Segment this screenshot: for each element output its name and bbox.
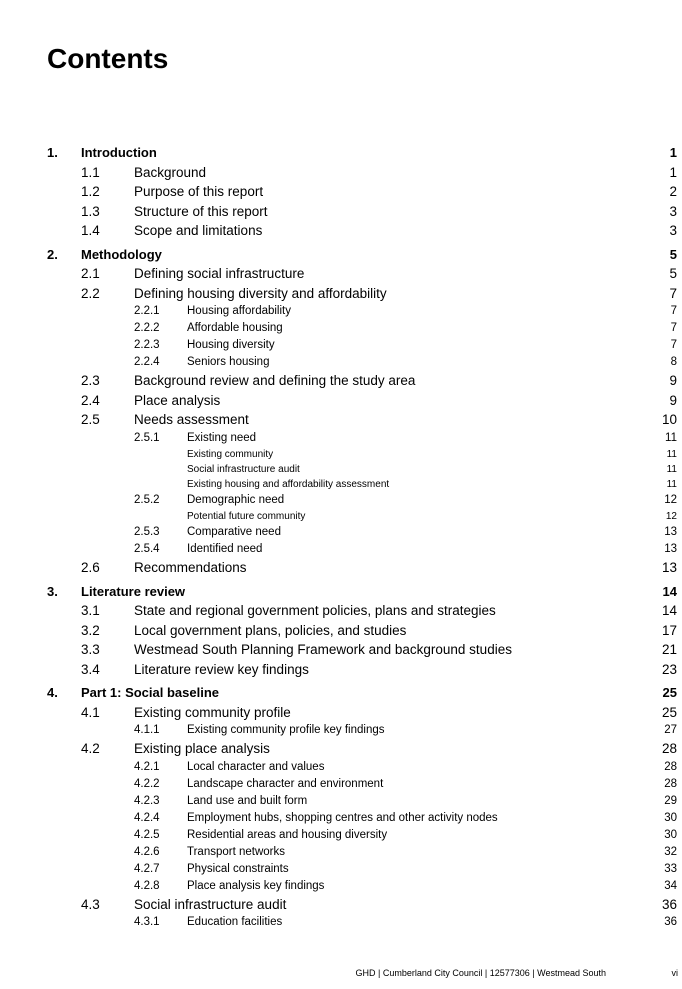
toc-entry-label: Existing community <box>187 448 274 460</box>
toc-entry[interactable] <box>47 722 677 739</box>
toc-entry-page: 12 <box>664 494 677 507</box>
toc-entry-label: Part 1: Social baseline <box>81 685 220 701</box>
toc-entry-page: 3 <box>669 223 677 238</box>
footer-page-number: vi <box>671 968 678 978</box>
toc-entry-number: 2.4 <box>81 392 100 408</box>
toc-entry[interactable] <box>47 221 677 241</box>
toc-entry-page: 29 <box>664 794 677 807</box>
toc-entry-number: 2.5.3 <box>134 526 160 539</box>
toc-entry-number: 3.3 <box>81 642 100 658</box>
toc-entry-number: 4.2.7 <box>134 862 160 875</box>
toc-entry-label: Literature review <box>81 583 186 599</box>
toc-entry-number: 1.1 <box>81 164 100 180</box>
toc-entry[interactable] <box>47 776 677 793</box>
toc-entry-page: 11 <box>665 431 677 444</box>
toc-entry-number: 2.2.3 <box>134 339 160 351</box>
toc-entry-page: 7 <box>670 339 677 351</box>
toc-entry-page: 10 <box>661 412 677 427</box>
toc-entry-page: 12 <box>665 511 677 523</box>
toc-entry[interactable] <box>47 391 677 411</box>
toc-entry[interactable] <box>47 793 677 810</box>
toc-entry-label: Existing need <box>187 431 257 444</box>
toc-entry-number: 4.2.1 <box>134 760 160 773</box>
toc-entry[interactable] <box>47 524 677 541</box>
toc-entry-label: Background review and defining the study area <box>134 373 416 388</box>
toc-entry[interactable] <box>47 337 677 354</box>
toc-entry[interactable] <box>47 492 677 509</box>
toc-entry-page: 11 <box>666 463 677 475</box>
toc-entry[interactable] <box>47 844 677 861</box>
toc-entry-page: 13 <box>661 560 677 576</box>
toc-entry[interactable] <box>47 861 677 878</box>
toc-entry-label: Social infrastructure audit <box>187 463 300 475</box>
toc-entry-page: 27 <box>664 724 677 737</box>
toc-entry[interactable] <box>47 143 677 163</box>
toc-entry-label: Defining social infrastructure <box>134 266 305 281</box>
toc-entry-page: 33 <box>664 862 677 875</box>
toc-entry[interactable] <box>47 914 677 931</box>
toc-entry-label: State and regional government policies, plans and strategies <box>134 603 496 619</box>
toc-entry[interactable] <box>47 320 677 337</box>
toc-entry[interactable] <box>47 430 677 447</box>
toc-entry-label: Residential areas and housing diversity <box>187 828 388 841</box>
toc-entry-number: 1.2 <box>81 184 100 199</box>
toc-entry-page: 1 <box>669 164 677 180</box>
toc-entry-label: Local character and values <box>187 760 325 773</box>
toc-entry-label: Employment hubs, shopping centres and other activity nodes <box>187 811 498 824</box>
toc-entry-page: 1 <box>669 145 677 160</box>
toc-entry-label: Demographic need <box>187 494 285 507</box>
toc-entry-label: Land use and built form <box>187 794 308 807</box>
toc-entry[interactable] <box>47 558 677 578</box>
toc-entry-number: 4.2.6 <box>134 845 160 858</box>
toc-entry-number: 2.2.4 <box>134 356 160 368</box>
toc-entry-number: 4.2.3 <box>134 794 160 807</box>
toc-entry-label: Comparative need <box>187 526 281 539</box>
toc-entry-page: 28 <box>664 777 677 790</box>
toc-entry-label: Scope and limitations <box>134 223 263 238</box>
toc-entry[interactable] <box>47 621 677 641</box>
toc-entry-page: 7 <box>670 322 677 334</box>
toc-entry-label: Housing affordability <box>187 305 291 317</box>
toc-entry-page: 9 <box>669 392 677 408</box>
toc-entry-label: Needs assessment <box>134 412 249 427</box>
toc-entry-number: 4. <box>47 685 58 701</box>
toc-entry-page: 25 <box>662 685 677 701</box>
toc-entry[interactable] <box>47 640 677 660</box>
toc-entry-page: 25 <box>661 704 677 720</box>
toc-entry-page: 7 <box>669 285 677 301</box>
toc-entry-number: 2.5.2 <box>134 494 160 507</box>
toc-entry-page: 11 <box>666 448 677 460</box>
toc-entry-number: 2.2 <box>81 285 100 301</box>
toc-entry[interactable] <box>47 303 677 320</box>
toc-entry-number: 2.5 <box>81 412 100 427</box>
toc-entry-page: 23 <box>661 661 677 677</box>
toc-entry[interactable] <box>47 477 677 492</box>
toc-entry-number: 4.2 <box>81 741 100 757</box>
toc-entry[interactable] <box>47 739 677 759</box>
toc-entry-page: 11 <box>666 478 677 490</box>
footer-text: GHD | Cumberland City Council | 12577306 | Westmead South <box>355 968 606 978</box>
toc-entry-page: 34 <box>664 879 677 892</box>
toc-entry[interactable] <box>47 601 677 621</box>
toc-entry-label: Methodology <box>81 246 162 262</box>
toc-entry-number: 2.2.1 <box>134 305 160 317</box>
toc-entry[interactable] <box>47 182 677 202</box>
toc-entry-page: 14 <box>661 603 677 619</box>
toc-entry-number: 1. <box>47 145 58 160</box>
toc-entry-label: Place analysis key findings <box>187 879 325 892</box>
toc-entry[interactable] <box>47 447 677 462</box>
toc-entry-number: 2.2.2 <box>134 322 160 334</box>
toc-entry-page: 7 <box>670 305 677 317</box>
toc-entry-label: Defining housing diversity and affordability <box>134 285 387 301</box>
toc-entry-label: Landscape character and environment <box>187 777 384 790</box>
toc-entry-number: 4.1 <box>81 704 100 720</box>
toc-entry-page: 13 <box>664 543 677 556</box>
toc-entry-number: 1.3 <box>81 203 100 219</box>
toc-entry-number: 3.1 <box>81 603 100 619</box>
toc-entry[interactable] <box>47 245 677 265</box>
toc-entry-number: 3. <box>47 583 58 599</box>
toc-entry-page: 32 <box>664 845 677 858</box>
toc-entry-label: Existing housing and affordability assessment <box>187 478 390 490</box>
toc-entry-number: 4.2.4 <box>134 811 160 824</box>
toc-entry-label: Physical constraints <box>187 862 289 875</box>
toc-entry-page: 21 <box>661 642 677 658</box>
toc-entry-page: 2 <box>669 184 677 199</box>
toc-entry-label: Literature review key findings <box>134 661 309 677</box>
toc-entry-number: 2.6 <box>81 560 100 576</box>
toc-entry-page: 30 <box>664 811 677 824</box>
toc-entry-number: 4.2.2 <box>134 777 160 790</box>
toc-entry-page: 5 <box>669 246 677 262</box>
toc-entry-page: 36 <box>664 916 677 929</box>
page-title: Contents <box>47 43 169 74</box>
toc-entry-label: Potential future community <box>187 511 306 523</box>
toc-entry-number: 3.2 <box>81 622 100 638</box>
toc-entry-label: Background <box>134 164 207 180</box>
toc-entry-page: 9 <box>669 373 677 388</box>
toc-entry-label: Seniors housing <box>187 356 270 368</box>
toc-entry-page: 17 <box>661 622 677 638</box>
toc-entry-label: Existing community profile <box>134 704 291 720</box>
toc-entry-number: 4.3 <box>81 896 100 912</box>
toc-entry[interactable] <box>47 371 677 391</box>
table-of-contents <box>47 143 677 931</box>
toc-entry[interactable] <box>47 810 677 827</box>
toc-entry-label: Existing community profile key findings <box>187 724 385 737</box>
toc-entry-label: Purpose of this report <box>134 184 264 199</box>
toc-entry[interactable] <box>47 660 677 680</box>
toc-entry-label: Place analysis <box>134 392 221 408</box>
toc-entry[interactable] <box>47 163 677 183</box>
toc-entry-number: 4.2.5 <box>134 828 160 841</box>
toc-entry-page: 28 <box>664 760 677 773</box>
toc-entry-label: Local government plans, policies, and studies <box>134 622 407 638</box>
toc-entry-number: 4.2.8 <box>134 879 160 892</box>
toc-entry-label: Existing place analysis <box>134 741 270 757</box>
toc-entry[interactable] <box>47 410 677 430</box>
toc-entry-label: Introduction <box>81 145 157 160</box>
toc-entry-page: 28 <box>661 741 677 757</box>
toc-entry-label: Housing diversity <box>187 339 275 351</box>
toc-entry[interactable] <box>47 264 677 284</box>
toc-entry-number: 4.1.1 <box>134 724 160 737</box>
toc-entry-label: Recommendations <box>134 560 247 576</box>
toc-entry-number: 4.3.1 <box>134 916 160 929</box>
toc-entry-number: 2.1 <box>81 266 100 281</box>
toc-entry-number: 2.5.1 <box>134 431 160 444</box>
toc-entry[interactable] <box>47 354 677 371</box>
toc-entry-page: 14 <box>662 583 677 599</box>
toc-entry[interactable] <box>47 683 677 703</box>
toc-entry[interactable] <box>47 895 677 915</box>
toc-entry[interactable] <box>47 582 677 602</box>
toc-entry-label: Affordable housing <box>187 322 283 334</box>
toc-entry-page: 36 <box>661 896 677 912</box>
toc-entry-label: Structure of this report <box>134 203 268 219</box>
toc-entry-page: 3 <box>669 203 677 219</box>
toc-entry[interactable] <box>47 703 677 723</box>
toc-entry[interactable] <box>47 878 677 895</box>
toc-entry-label: Education facilities <box>187 916 283 929</box>
toc-entry-label: Social infrastructure audit <box>134 896 287 912</box>
toc-entry[interactable] <box>47 202 677 222</box>
toc-entry-page: 13 <box>664 526 677 539</box>
toc-entry[interactable] <box>47 462 677 477</box>
toc-entry-number: 2. <box>47 246 58 262</box>
toc-entry-number: 1.4 <box>81 223 100 238</box>
toc-entry[interactable] <box>47 284 677 304</box>
toc-entry[interactable] <box>47 541 677 558</box>
toc-entry-label: Transport networks <box>187 845 285 858</box>
toc-entry[interactable] <box>47 509 677 524</box>
toc-entry-label: Identified need <box>187 543 263 556</box>
toc-entry[interactable] <box>47 827 677 844</box>
toc-entry-number: 3.4 <box>81 661 100 677</box>
toc-entry-page: 30 <box>664 828 677 841</box>
toc-entry-number: 2.5.4 <box>134 543 160 556</box>
toc-entry[interactable] <box>47 759 677 776</box>
toc-entry-page: 8 <box>670 356 677 368</box>
toc-entry-label: Westmead South Planning Framework and background studies <box>134 642 512 658</box>
toc-entry-page: 5 <box>669 266 677 281</box>
toc-entry-number: 2.3 <box>81 373 100 388</box>
